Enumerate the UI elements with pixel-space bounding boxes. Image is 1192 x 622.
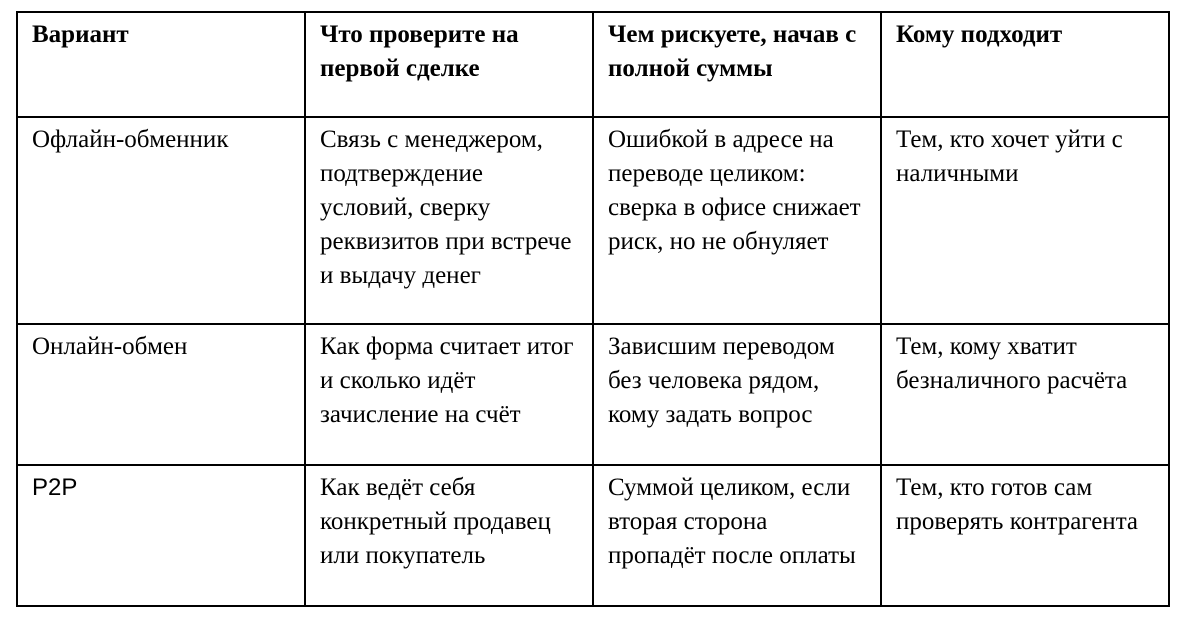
header-fit (881, 12, 1169, 117)
header-fit-label: Кому подходит (896, 21, 1063, 48)
header-check (305, 12, 593, 117)
cell-risk (593, 465, 881, 606)
cell-check-text: Как форма считает итог и сколько идёт зачисление на счёт (320, 333, 574, 428)
table-row (17, 117, 1169, 324)
header-check-label: Что проверите на первой сделке (320, 21, 519, 82)
cell-fit (881, 117, 1169, 324)
header-risk-label: Чем рискуете, начав с полной суммы (608, 21, 857, 82)
cell-check-text: Связь с менеджером, подтверждение условий, сверку реквизитов при встрече и выдачу денег (320, 126, 572, 289)
cell-variant (17, 465, 305, 606)
cell-risk-text: Ошибкой в адресе на переводе целиком: сверка в офисе снижает риск, но не обнуляет (608, 126, 861, 255)
cell-variant-text: P2P (32, 474, 78, 501)
cell-risk-text: Зависшим переводом без человека рядом, кому задать вопрос (608, 333, 835, 428)
header-variant (17, 12, 305, 117)
cell-variant (17, 117, 305, 324)
cell-risk (593, 117, 881, 324)
cell-fit (881, 324, 1169, 465)
cell-check (305, 324, 593, 465)
header-variant-label: Вариант (32, 21, 129, 48)
cell-variant (17, 324, 305, 465)
cell-variant-text: Офлайн-обменник (32, 126, 229, 153)
cell-check (305, 117, 593, 324)
cell-fit-text: Тем, кто хочет уйти с наличными (896, 126, 1123, 187)
table-row (17, 324, 1169, 465)
table-header-row (17, 12, 1169, 117)
cell-variant-text: Онлайн-обмен (32, 333, 188, 360)
cell-risk (593, 324, 881, 465)
comparison-table (16, 11, 1170, 607)
cell-check (305, 465, 593, 606)
cell-fit-text: Тем, кому хватит безналичного расчёта (896, 333, 1128, 394)
cell-fit (881, 465, 1169, 606)
cell-check-text: Как ведёт себя конкретный продавец или покупатель (320, 474, 551, 569)
cell-fit-text: Тем, кто готов сам проверять контрагента (896, 474, 1139, 535)
table-row (17, 465, 1169, 606)
header-risk (593, 12, 881, 117)
cell-risk-text: Суммой целиком, если вторая сторона пропадёт после оплаты (608, 474, 856, 569)
